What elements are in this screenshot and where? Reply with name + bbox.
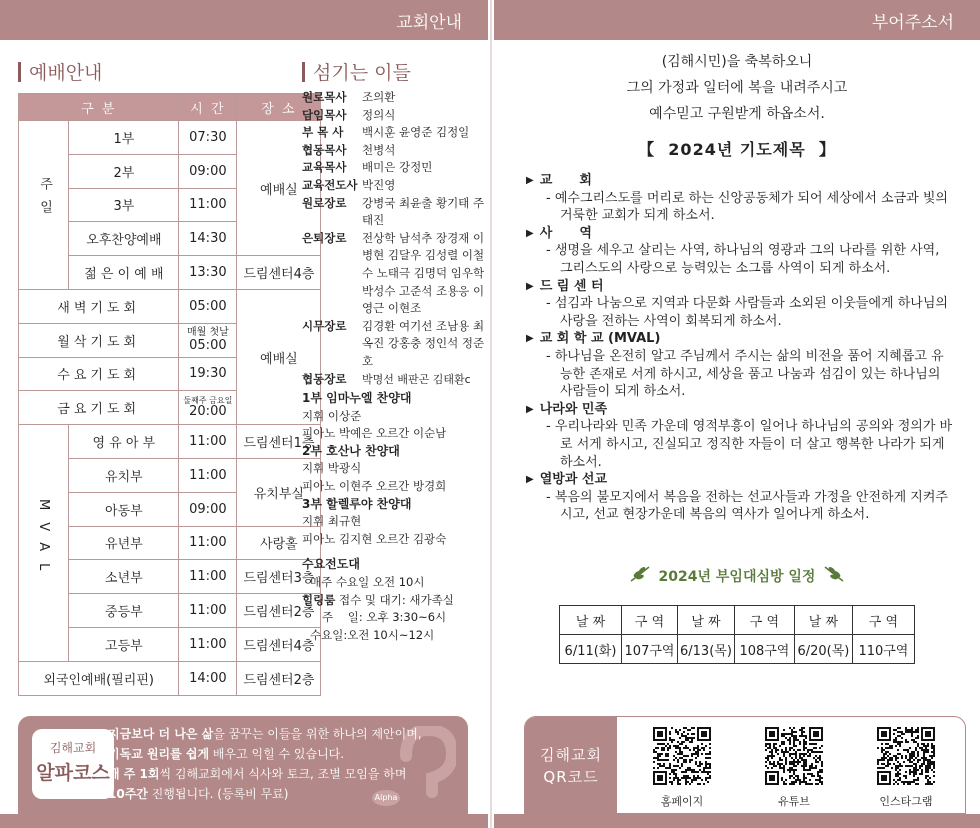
qr-code-icon [653,727,711,785]
table-row: 2부 09:00 [19,154,321,188]
blessing-text: (김해시민)을 축복하오니 그의 가정과 일터에 복을 내려주시고 예수믿고 구원받게 하옵소서. [626,54,848,122]
left-header-bar [0,0,488,40]
table-row: 6/11(화) 107구역 6/13(목) 108구역 6/20(목) 110구역 [560,635,915,664]
table-row: 고등부 11:00 드림센터4층 [19,627,321,661]
qr-youtube[interactable]: 유튜브 [759,727,829,809]
table-row: 새벽기도회 05:00 예배실 [19,289,321,323]
table-row: 외국인예배(필리핀) 14:00 드림센터2층 [19,661,321,695]
table-row: 중등부 11:00 드림센터2층 [19,594,321,628]
table-row: MVAL 영 유 아 부 11:00 드림센터1층 [19,425,321,459]
qr-code-box [524,716,966,814]
leaf-icon [629,565,651,587]
table-row: 젊 은 이 예 배 13:30 드림센터4층 [19,256,321,290]
prayer-title: 【 2024년 기도제목 】 [638,140,836,159]
sunday-group-label: 주일 [19,121,69,290]
col-header: 구 분 [19,94,179,121]
table-row: 소년부 11:00 드림센터3층 [19,560,321,594]
col-header: 장 소 [237,94,321,121]
visit-table [559,605,915,664]
qr-homepage[interactable]: 홈페이지 [647,727,717,809]
alpha-tag: Alpha [372,790,400,806]
worship-table [18,93,321,696]
prayer-list: ▶ 교 회 - 예수그리스도를 머리로 하는 신앙공동체가 되어 세상에서 소금과 빛의 거룩한 교회가 되게 하소서. ▶ 사 역 - 생명을 세우고 살리는 사역, 하나님의 영광과 그의 나라를 위한 사역, 그리스도의 사랑으로 능력있는 소그룹 사역이 되게 하소서. ▶ 드 림 센 터 - 섬김과 나눔으로 지역과 다문화 사람들과 소외된 이웃들에게 하나님의 사랑을 전하는 사역이 회복되게 하소서. ▶ 교 회 학 교 (MVAL) - 하나님을 온전히 알고 주님께서 주시는 삶의 비전을 품어 지혜롭고 유능한 존재로 서게 하시고, 세상을 품고 나눔과 섬김이 있는 하나님의 사람들이 되게 하소서. ▶ 나라와 민족 - 우리나라와 민족 가운데 영적부흥이 일어나 하나님의 공의와 정의가 바로 서게 하시고, 진실되고 정직한 자들이 더 살고 행복한 나라가 되게 하소서. ▶ 열방과 선교 - 복음의 불모지에서 복음을 전하는 선교사들과 가정을 안전하게 지켜주시고, 선교 현장가운데 복음의 역사가 일어나게 하소서. [526,173,953,523]
right-footer-bar [494,814,980,828]
mval-group-label: MVAL [19,425,69,662]
table-row: 주일 1부 07:30 예배실 [19,121,321,155]
table-row: 아동부 09:00 [19,492,321,526]
qr-code-icon [765,727,823,785]
left-header-title: 교회안내 [396,12,462,33]
alpha-course-banner [18,716,468,814]
worship-section-title: 예배안내 [18,58,102,85]
leaf-icon [823,565,845,587]
visit-title: 2024년 부임대심방 일정 [494,565,980,587]
table-row: 수요기도회 19:30 [19,357,321,391]
table-row: 유년부 11:00 사랑홀 [19,526,321,560]
table-row: 3부 11:00 [19,188,321,222]
qr-code-icon [877,727,935,785]
left-footer-bar [0,814,488,828]
col-header: 시 간 [179,94,237,121]
servants-section-title: 섬기는 이들 [302,58,411,85]
qr-label: 김해교회 QR코드 [525,717,617,814]
servants-list: 원로목사 조의환 담임목사 정의식 부 목 사 백시훈 윤영준 김정일 협동목사 천병석 교육목사 배미은 강정민 교육전도사 박진영 원로장로 강병국 최윤출 황기태 주태진 은퇴장로 전상학 남석추 장경재 이병현 김달우 김성렬 이철수 노태극 김명덕 임우학 박성수 고준석 조용응 이영근 이현조 시무장로 김경환 여기선 조남용 최옥진 강홍충 정인석 정준호 협동장로 박명선 배판곤 김태환c 1부 임마누엘 찬양대 지휘 이상준 피아노 박예은 오르간 이순남 2부 호산나 찬양대 지휘 박광식 피아노 이현주 오르간 방경희 3부 할렐루야 찬양대 지휘 최규현 피아노 김지현 오르간 김광숙 수요전도대 매주 수요일 오전 10시 힐링룸 접수 및 대기: 새가족실 주 일: 오후 3:30~6시 수요일:오전 10시~12시 [302,90,485,642]
right-header-title: 부어주소서 [871,12,954,33]
table-row: 금요기도회 둘째주 금요일 20:00 [19,391,321,425]
right-header-bar [494,0,980,40]
alpha-description: 지금보다 더 나은 삶을 꿈꾸는 이들을 위한 하나의 제안이며, 기독교 원리를 쉽게 배우고 익힐 수 있습니다. 매 주 1회씩 김해교회에서 식사와 토크, 조별 모임을 하며 10주간 진행됩니다. (등록비 무료) [108,727,422,801]
table-row: 날 짜 구 역 날 짜 구 역 날 짜 구 역 [560,606,915,635]
qr-instagram[interactable]: 인스타그램 [871,727,941,809]
table-row: 오후찬양예배 14:30 [19,222,321,256]
alpha-logo: 김해교회 알파코스 [32,729,114,799]
table-row: 유치부 11:00 유치부실 [19,458,321,492]
table-row: 월삭기도회 매월 첫날 05:00 [19,323,321,357]
